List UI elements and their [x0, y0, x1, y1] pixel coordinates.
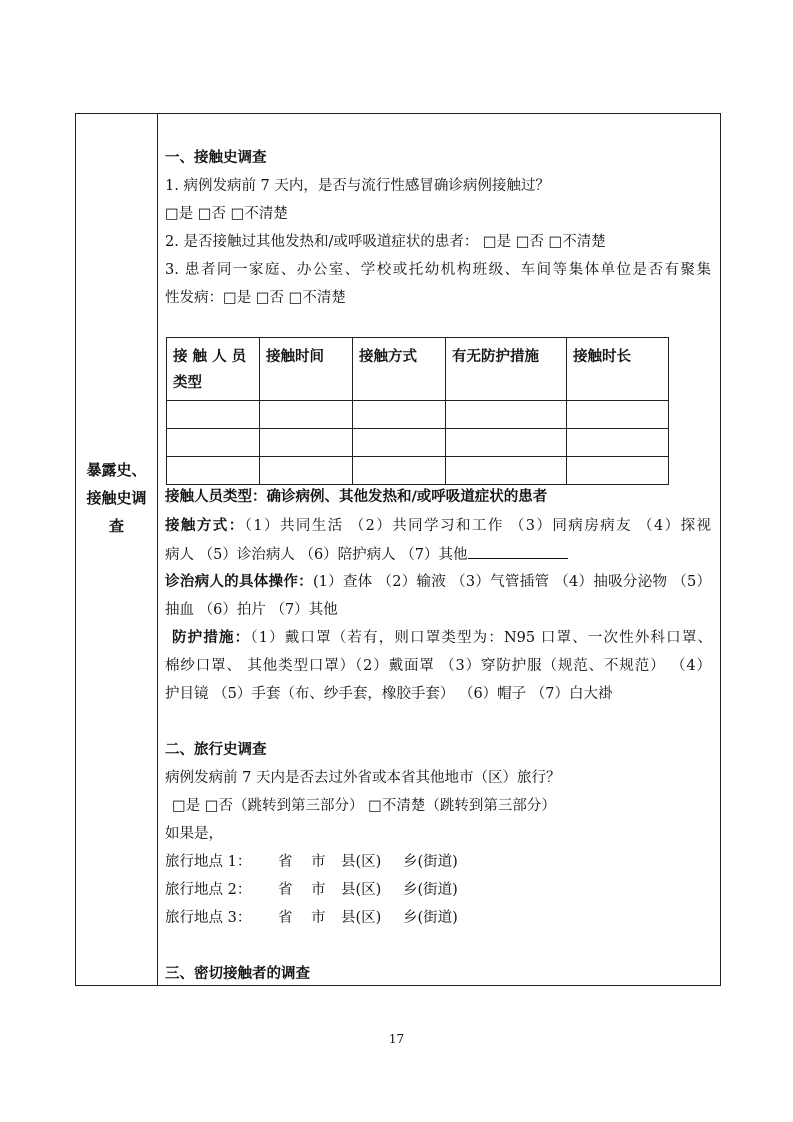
province-label: 省: [278, 910, 293, 926]
table-row: [167, 429, 669, 457]
section3-title: 三、密切接触者的调查: [165, 966, 310, 982]
city-label: 市: [311, 854, 326, 870]
contact-mode-line: [165, 544, 568, 565]
table-cell[interactable]: [167, 429, 260, 457]
section2-title: 二、旅行史调查: [165, 742, 267, 758]
protection-label: 防护措施：: [172, 630, 251, 646]
table-cell[interactable]: [260, 429, 353, 457]
contact-mode-text: 病人 （5）诊治病人 （6）陪护病人 （7）其他: [165, 547, 468, 563]
protection-line: 棉纱口罩、 其他类型口罩）（2）戴面罩 （3）穿防护服（规范、不规范） （4）: [165, 658, 711, 674]
table-header: 接触时长: [567, 338, 669, 401]
table-cell[interactable]: [446, 401, 567, 429]
question-1: 1. 病例发病前 7 天内，是否与流行性感冒确诊病例接触过？: [165, 178, 550, 194]
city-label: 市: [311, 882, 326, 898]
table-cell[interactable]: [353, 457, 446, 485]
protection-text: （1）戴口罩（若有，则口罩类型为：N95 口罩、一次性外科口罩、: [250, 630, 713, 646]
section1-title: 一、接触史调查: [165, 150, 267, 166]
town-label: 乡(街道): [403, 854, 458, 870]
table-cell[interactable]: [567, 401, 669, 429]
table-header: 有无防护措施: [446, 338, 567, 401]
table-row: [167, 457, 669, 485]
city-label: 市: [311, 910, 326, 926]
table-header-row: [167, 338, 669, 401]
province-label: 省: [278, 882, 293, 898]
side-label-line: 查: [108, 517, 124, 535]
travel-question: 病例发病前 7 天内是否去过外省或本省其他地市（区）旅行？: [165, 770, 561, 786]
operations-label: 诊治病人的具体操作：: [165, 574, 313, 590]
table-header: 接 触 人 员 类型: [167, 338, 260, 401]
contact-table: [166, 337, 669, 485]
town-label: 乡(街道): [403, 910, 458, 926]
question-1-options[interactable]: □是 □否 □不清楚: [165, 206, 288, 222]
protection-line: [172, 628, 712, 648]
table-cell[interactable]: [446, 429, 567, 457]
question-2[interactable]: 2. 是否接触过其他发热和/或呼吸道症状的患者： □是 □否 □不清楚: [165, 234, 606, 250]
other-blank[interactable]: [468, 544, 568, 559]
travel-place-label: 旅行地点 2：: [165, 882, 252, 898]
if-yes-label: 如果是，: [165, 826, 223, 842]
table-cell[interactable]: [167, 401, 260, 429]
page-number: 17: [388, 1032, 405, 1046]
operations-text: (1）查体 （2）输液 （3）气管插管 （4）抽吸分泌物 （5）: [312, 574, 712, 590]
table-cell[interactable]: [567, 457, 669, 485]
contact-type-note: 接触人员类型：确诊病例、其他发热和/或呼吸道症状的患者: [165, 489, 548, 505]
county-label: 县(区): [341, 910, 382, 926]
protection-line: 护目镜 （5）手套（布、纱手套，橡胶手套） （6）帽子 （7）白大褂: [165, 686, 613, 702]
table-row: [167, 401, 669, 429]
table-header: 接触方式: [353, 338, 446, 401]
table-cell[interactable]: [167, 457, 260, 485]
table-cell[interactable]: [567, 429, 669, 457]
province-label: 省: [278, 854, 293, 870]
travel-place-label: 旅行地点 3：: [165, 910, 252, 926]
table-cell[interactable]: [353, 401, 446, 429]
column-divider: [157, 113, 158, 985]
contact-mode-label: 接触方式：: [165, 518, 245, 534]
contact-mode-line: [165, 516, 711, 536]
county-label: 县(区): [341, 854, 382, 870]
operations-line: 抽血 （6）拍片 （7）其他: [165, 602, 338, 618]
side-label-line: 暴露史、: [86, 461, 147, 479]
operations-line: [165, 572, 711, 592]
question-3-options[interactable]: 性发病：□是 □否 □不清楚: [165, 290, 346, 306]
travel-options[interactable]: □是 □否（跳转到第三部分） □不清楚（跳转到第三部分）: [172, 798, 556, 814]
travel-place-label: 旅行地点 1：: [165, 854, 252, 870]
table-cell[interactable]: [446, 457, 567, 485]
side-label-line: 接触史调: [86, 489, 147, 507]
contact-mode-text: （1）共同生活 （2）共同学习和工作 （3）同病房病友 （4）探视: [244, 518, 711, 534]
county-label: 县(区): [341, 882, 382, 898]
question-3: 3. 患者同一家庭、办公室、学校或托幼机构班级、车间等集体单位是否有聚集: [165, 262, 711, 278]
table-header: 接触时间: [260, 338, 353, 401]
table-cell[interactable]: [260, 401, 353, 429]
table-cell[interactable]: [260, 457, 353, 485]
town-label: 乡(街道): [403, 882, 458, 898]
table-cell[interactable]: [353, 429, 446, 457]
